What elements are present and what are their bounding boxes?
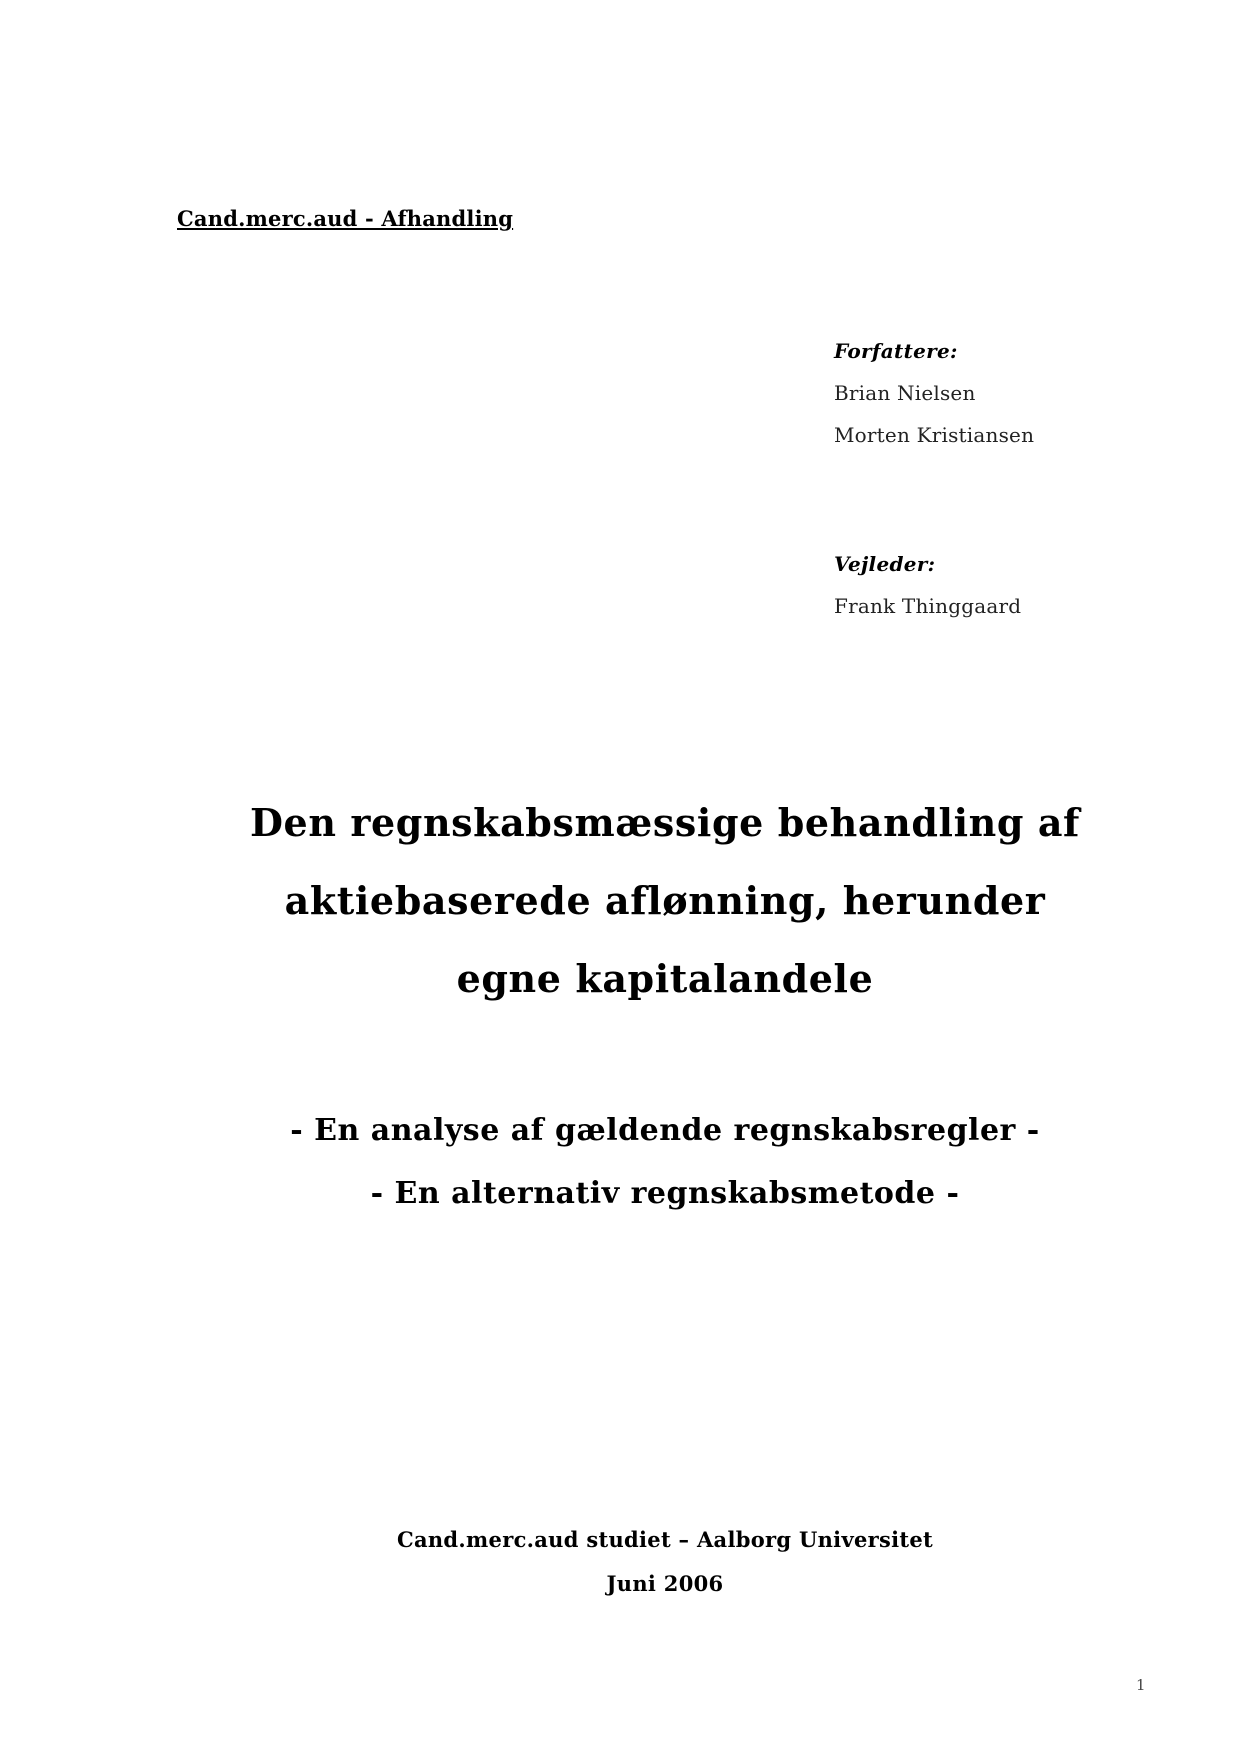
footer: [0, 1518, 1240, 1606]
author-name: Morten Kristiansen: [834, 423, 1035, 447]
supervisor-name: Frank Thinggaard: [834, 594, 1022, 618]
authors-block: [834, 330, 1034, 456]
title-line: egne kapitalandele: [456, 956, 874, 1001]
title-line: aktiebaserede aflønning, herunder: [284, 878, 1046, 923]
thesis-subtitle: [0, 1099, 1240, 1225]
supervisor-label: Vejleder:: [834, 552, 936, 576]
title-line: Den regnskabsmæssige behandling af: [249, 800, 1080, 845]
page-number: 1: [1136, 1676, 1146, 1694]
institution: Cand.merc.aud studiet – Aalborg Universitet: [396, 1527, 934, 1552]
supervisor-block: [834, 543, 1021, 627]
subtitle-line: - En alternativ regnskabsmetode -: [370, 1176, 960, 1211]
authors-label: Forfattere:: [834, 339, 958, 363]
subtitle-line: - En analyse af gældende regnskabsregler -: [290, 1113, 1040, 1148]
author-name: Brian Nielsen: [834, 381, 976, 405]
thesis-title: [0, 784, 1240, 1018]
date: Juni 2006: [606, 1571, 724, 1596]
program-header: Cand.merc.aud - Afhandling: [177, 206, 514, 231]
